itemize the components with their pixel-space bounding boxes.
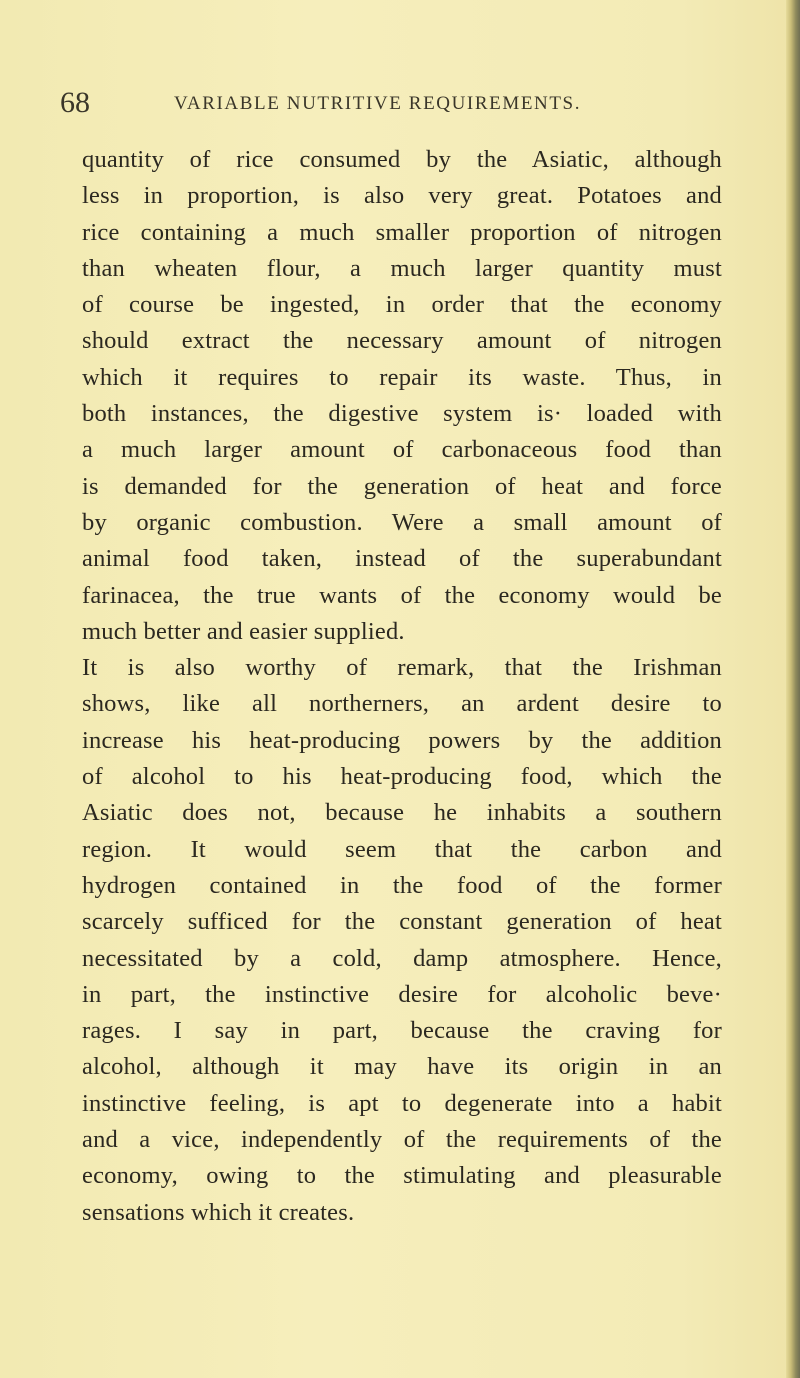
text-line: increase his heat-producing powers by the addition bbox=[82, 726, 722, 754]
text-line: Asiatic does not, because he inhabits a southern bbox=[82, 799, 722, 827]
text-line: scarcely sufficed for the constant generation of heat bbox=[82, 908, 722, 936]
text-line: hydrogen contained in the food of the former bbox=[82, 871, 722, 899]
text-line: quantity of rice consumed by the Asiatic, although bbox=[82, 146, 722, 173]
text-line: animal food taken, instead of the superabundant bbox=[82, 545, 722, 573]
text-line: both instances, the digestive system is· loaded with bbox=[82, 400, 722, 428]
text-line: in part, the instinctive desire for alcoholic beve· bbox=[82, 980, 722, 1008]
text-line: a much larger amount of carbonaceous food than bbox=[82, 436, 722, 464]
running-head: VARIABLE NUTRITIVE REQUIREMENTS. bbox=[174, 93, 582, 114]
text-line: which it requires to repair its waste. Thus, in bbox=[82, 363, 722, 391]
text-line: shows, like all northerners, an ardent desire to bbox=[82, 690, 722, 718]
text-line: economy, owing to the stimulating and pleasurable bbox=[82, 1162, 722, 1190]
text-line: is demanded for the generation of heat and force bbox=[82, 472, 722, 500]
page-header bbox=[60, 86, 760, 120]
text-line: region. It would seem that the carbon and bbox=[82, 835, 722, 863]
text-line: of alcohol to his heat-producing food, which the bbox=[82, 763, 722, 791]
text-line: than wheaten flour, a much larger quantity must bbox=[82, 254, 722, 282]
text-line: rice containing a much smaller proportion of nitrogen bbox=[82, 218, 722, 246]
text-line: sensations which it creates. bbox=[82, 1198, 355, 1226]
text-line: and a vice, independently of the requirements of the bbox=[82, 1126, 722, 1154]
text-line: much better and easier supplied. bbox=[82, 617, 405, 645]
body-text bbox=[82, 142, 782, 1231]
page-number: 68 bbox=[60, 86, 90, 119]
text-line: necessitated by a cold, damp atmosphere. Hence, bbox=[82, 944, 722, 972]
text-line: instinctive feeling, is apt to degenerate into a habit bbox=[82, 1089, 722, 1117]
text-line: farinacea, the true wants of the economy would be bbox=[82, 581, 722, 609]
text-line: It is also worthy of remark, that the Irishman bbox=[82, 654, 722, 682]
text-line: should extract the necessary amount of nitrogen bbox=[82, 327, 722, 355]
text-line: less in proportion, is also very great. Potatoes and bbox=[82, 182, 722, 210]
page-edge-shadow bbox=[786, 0, 800, 1378]
text-line: by organic combustion. Were a small amount of bbox=[82, 508, 722, 536]
text-line: rages. I say in part, because the craving for bbox=[82, 1017, 722, 1045]
text-line: alcohol, although it may have its origin in an bbox=[82, 1053, 722, 1081]
text-line: of course be ingested, in order that the economy bbox=[82, 291, 722, 319]
